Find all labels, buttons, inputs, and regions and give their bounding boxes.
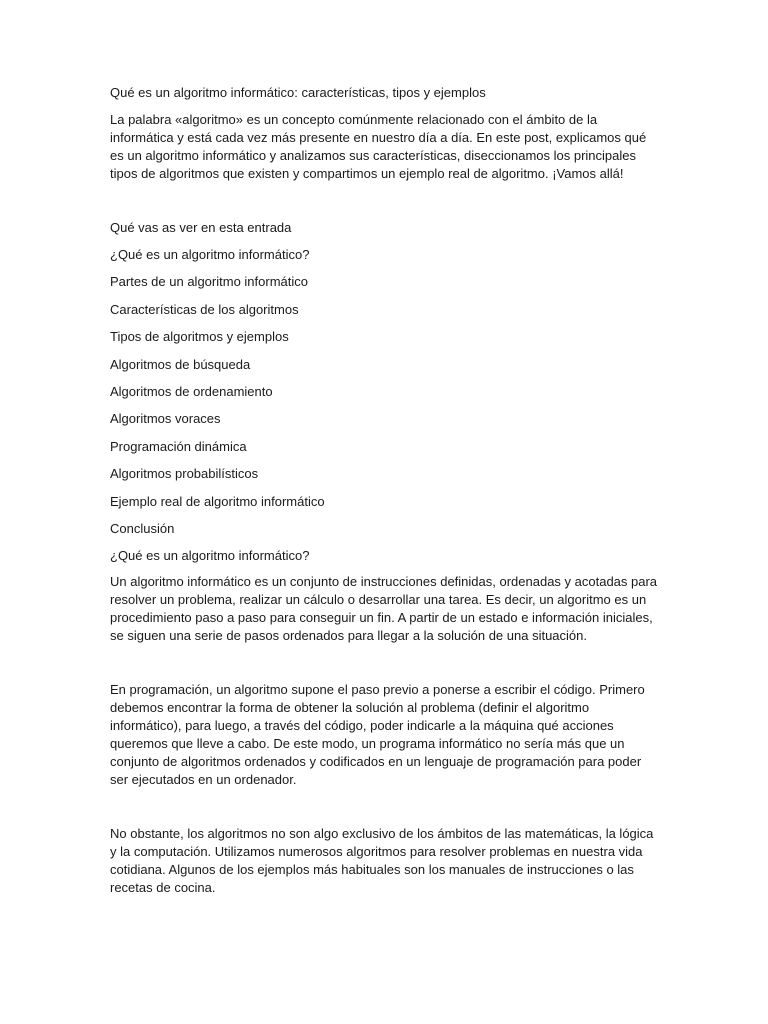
document-page xyxy=(110,84,660,897)
body-paragraph: Un algoritmo informático es un conjunto de instrucciones definidas, ordenadas y acotadas para resolver un problema, realizar un cálculo o desarrollar una tarea. Es decir, un algoritmo es un procedimiento paso a paso para conseguir un fin. A partir de un estado e información iniciales, se siguen una serie de pasos ordenados para llegar a la solución de una situación. xyxy=(110,574,658,644)
spacer xyxy=(110,645,660,681)
toc-item: Programación dinámica xyxy=(110,438,247,454)
spacer xyxy=(110,183,660,219)
body-paragraph: No obstante, los algoritmos no son algo exclusivo de los ámbitos de las matemáticas, la lógica y la computación. Utilizamos numerosos algoritmos para resolver problemas en nuestra vida cotidiana. Algunos de los ejemplos más habituales son los manuales de instrucciones o las recetas de cocina. xyxy=(110,826,654,896)
document-title: Qué es un algoritmo informático: características, tipos y ejemplos xyxy=(110,85,486,100)
toc-item: Características de los algoritmos xyxy=(110,301,299,317)
toc-heading: Qué vas as ver en esta entrada xyxy=(110,220,292,235)
toc-item: Algoritmos de ordenamiento xyxy=(110,383,273,399)
toc-item: Partes de un algoritmo informático xyxy=(110,274,308,290)
toc-item: Conclusión xyxy=(110,520,175,536)
body-paragraph: En programación, un algoritmo supone el paso previo a ponerse a escribir el código. Primero debemos encontrar la forma de obtener la solución al problema (definir el algoritmo informático), para luego, a través del código, poder indicarle a la máquina qué acciones queremos que lleve a cabo. De este modo, un programa informático no sería más que un conjunto de algoritmos ordenados y codificados en un lenguaje de programación para poder ser ejecutados en un ordenador. xyxy=(110,682,645,788)
intro-paragraph: La palabra «algoritmo» es un concepto comúnmente relacionado con el ámbito de la informática y está cada vez más presente en nuestro día a día. En este post, explicamos qué es un algoritmo informático y analizamos sus características, diseccionamos los principales tipos de algoritmos que existen y compartimos un ejemplo real de algoritmo. ¡Vamos allá! xyxy=(110,112,647,181)
toc-item: Algoritmos voraces xyxy=(110,411,221,427)
toc-item: Ejemplo real de algoritmo informático xyxy=(110,493,325,509)
toc-item: ¿Qué es un algoritmo informático? xyxy=(110,247,310,262)
toc-item: Algoritmos de búsqueda xyxy=(110,356,251,372)
toc-item: Tipos de algoritmos y ejemplos xyxy=(110,329,289,345)
table-of-contents xyxy=(110,246,660,538)
section-heading: ¿Qué es un algoritmo informático? xyxy=(110,548,310,564)
spacer xyxy=(110,789,660,825)
toc-item: Algoritmos probabilísticos xyxy=(110,466,259,482)
